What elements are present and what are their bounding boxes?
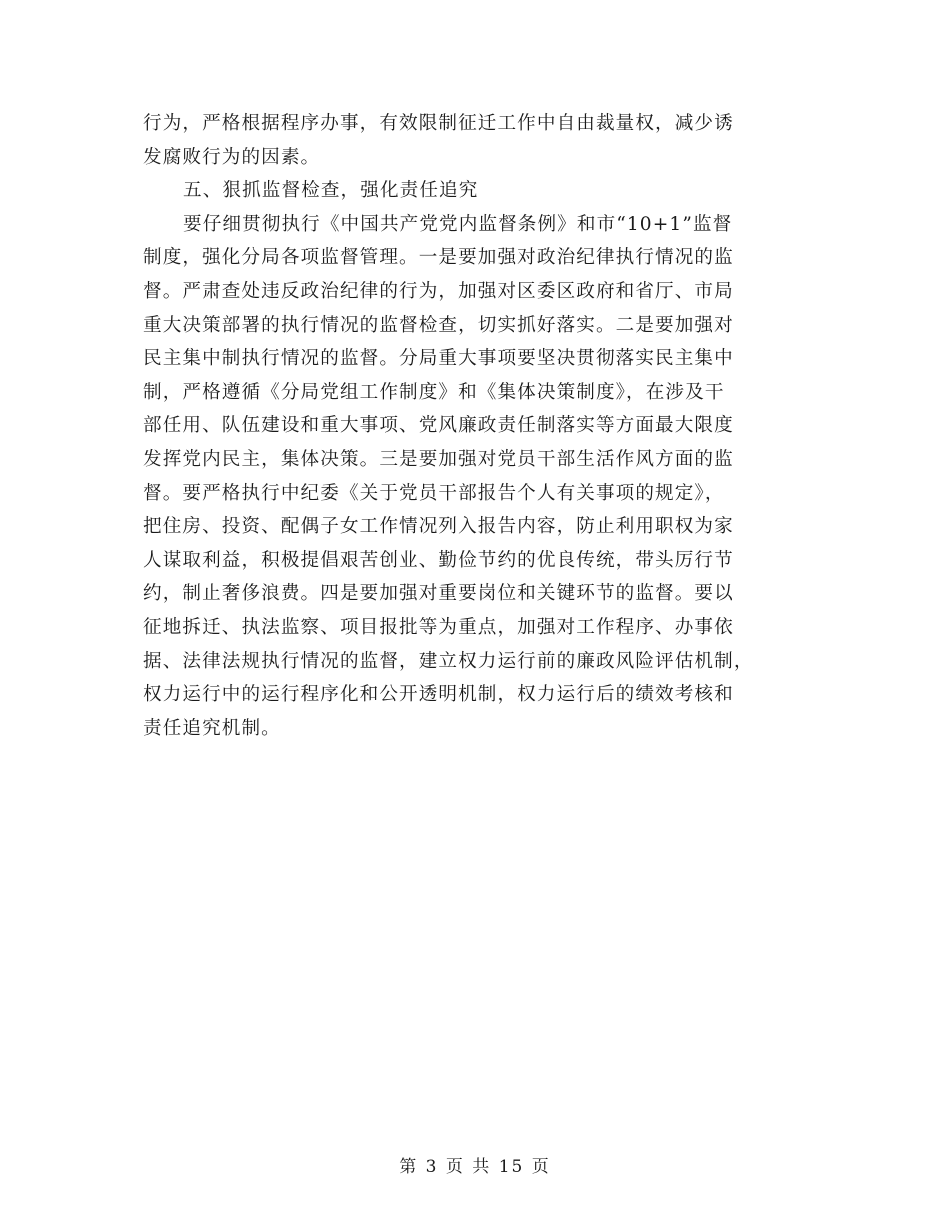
section-heading: 五、狠抓监督检查，强化责任追究 (183, 180, 479, 202)
text-line: 行为，严格根据程序办事，有效限制征迁工作中自由裁量权，减少诱 (143, 113, 734, 134)
body-text (143, 107, 807, 745)
text-line: 约，制止奢侈浪费。四是要加强对重要岗位和关键环节的监督。要以 (143, 583, 734, 605)
text-line: 发挥党内民主，集体决策。三是要加强对党员干部生活作风方面的监 (143, 448, 734, 470)
text-line: 权力运行中的运行程序化和公开透明机制，权力运行后的绩效考核和 (143, 684, 734, 706)
text-line: 责任追究机制。 (143, 717, 281, 739)
text-line: 征地拆迁、执法监察、项目报批等为重点，加强对工作程序、办事依 (143, 616, 734, 638)
text-line: 制，严格遵循《分局党组工作制度》和《集体决策制度》，在涉及干 (143, 381, 725, 403)
text-line: 督。要严格执行中纪委《关于党员干部报告个人有关事项的规定》， (143, 482, 725, 504)
text-line: 重大决策部署的执行情况的监督检查，切实抓好落实。二是要加强对 (143, 314, 734, 336)
paragraph-first-line: 要仔细贯彻执行《中国共产党党内监督条例》和市“10+1”监督 (183, 213, 733, 235)
text-line: 督。严肃查处违反政治纪律的行为，加强对区委区政府和省厅、市局 (143, 280, 734, 302)
text-line: 发腐败行为的因素。 (143, 146, 321, 168)
text-line: 据、法律法规执行情况的监督，建立权力运行前的廉政风险评估机制， (143, 650, 754, 672)
text-line: 民主集中制执行情况的监督。分局重大事项要坚决贯彻落实民主集中 (143, 348, 734, 370)
page-number-footer: 第 3 页 共 15 页 (399, 1157, 551, 1177)
text-line: 把住房、投资、配偶子女工作情况列入报告内容，防止利用职权为家 (143, 516, 734, 538)
text-line: 制度，强化分局各项监督管理。一是要加强对政治纪律执行情况的监 (143, 247, 734, 269)
text-line: 部任用、队伍建设和重大事项、党风廉政责任制落实等方面最大限度 (143, 415, 734, 437)
text-line: 人谋取利益，积极提倡艰苦创业、勤俭节约的优良传统，带头厉行节 (143, 549, 734, 571)
